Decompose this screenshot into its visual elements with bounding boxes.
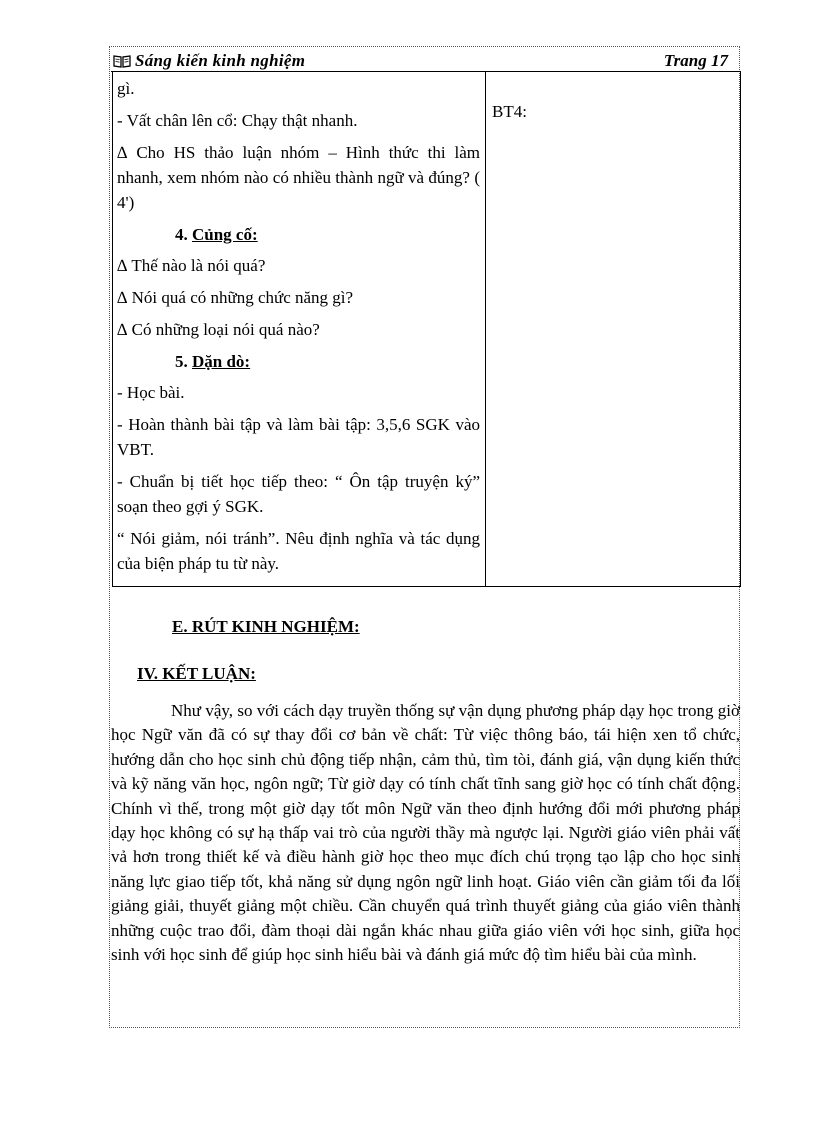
homework-item: - Chuẩn bị tiết học tiếp theo: “ Ôn tập truyện ký” soạn theo gợi ý SGK. (117, 472, 480, 516)
homework-item: “ Nói giảm, nói tránh”. Nêu định nghĩa và tác dụng của biện pháp tu từ này. (117, 529, 480, 573)
review-question: ∆ Nói quá có những chức năng gì? (117, 288, 354, 307)
activities-column (113, 72, 486, 587)
section-4-heading: 4. Củng cố: (175, 225, 258, 244)
conclusion-paragraph: Như vậy, so với cách dạy truyền thống sự vận dụng phương pháp dạy học trong giờ học Ngữ văn đã có sự thay đổi cơ bản về chất: Từ việc thông báo, tái hiện xen tổ chức, hướng dẫn cho học sinh chủ động tiếp nhận, cảm thủ, tìm tòi, đánh giá, vận dụng kiến thức và kỹ năng văn học, ngôn ngữ; Từ giờ dạy có tính chất tĩnh sang giờ học có tính chất động. Chính vì thế, trong một giờ dạy tốt môn Ngữ văn theo định hướng đổi mới phương pháp dạy học không có sự hạ thấp vai trò của người thầy mà ngược lại. Người giáo viên phải vất vả hơn trong thiết kế và điều hành giờ học theo mục đích chú trọng tạo lập cho học sinh năng lực giao tiếp tốt, khả năng sử dụng ngôn ngữ linh hoạt. Giáo viên cần giảm tối đa lối giảng giải, thuyết giảng một chiều. Cần chuyển quá trình thuyết giảng của giáo viên thành những cuộc trao đổi, đàm thoại dài ngắn khác nhau giữa giáo viên với học sinh, giữa học sinh với học sinh để giúp học sinh hiểu bài và đánh giá mức độ tìm hiểu bài của mình. (111, 701, 740, 965)
section-iv-heading: IV. KẾT LUẬN: (137, 664, 256, 683)
section-5-heading: 5. Dặn dò: (175, 352, 251, 371)
exercise-label: BT4: (492, 102, 527, 121)
document-title: Sáng kiến kinh nghiệm (135, 51, 306, 70)
open-book-icon (113, 54, 131, 68)
homework-item: - Học bài. (117, 383, 185, 402)
section-e-heading: E. RÚT KINH NGHIỆM: (172, 617, 360, 636)
exercise-column (486, 72, 741, 587)
page-number: Trang 17 (663, 51, 728, 70)
review-question: ∆ Có những loại nói quá nào? (117, 320, 320, 339)
text-line: ∆ Cho HS thảo luận nhóm – Hình thức thi làm nhanh, xem nhóm nào có nhiều thành ngữ và đúng? ( 4') (117, 143, 480, 212)
page-header (111, 49, 738, 72)
text-line: gì. (117, 79, 135, 98)
header-title-group (113, 51, 305, 71)
homework-item: - Hoàn thành bài tập và làm bài tập: 3,5,6 SGK vào VBT. (117, 415, 480, 459)
review-question: ∆ Thế nào là nói quá? (117, 256, 266, 275)
lesson-table (112, 71, 741, 587)
text-line: - Vất chân lên cổ: Chạy thật nhanh. (117, 111, 358, 130)
